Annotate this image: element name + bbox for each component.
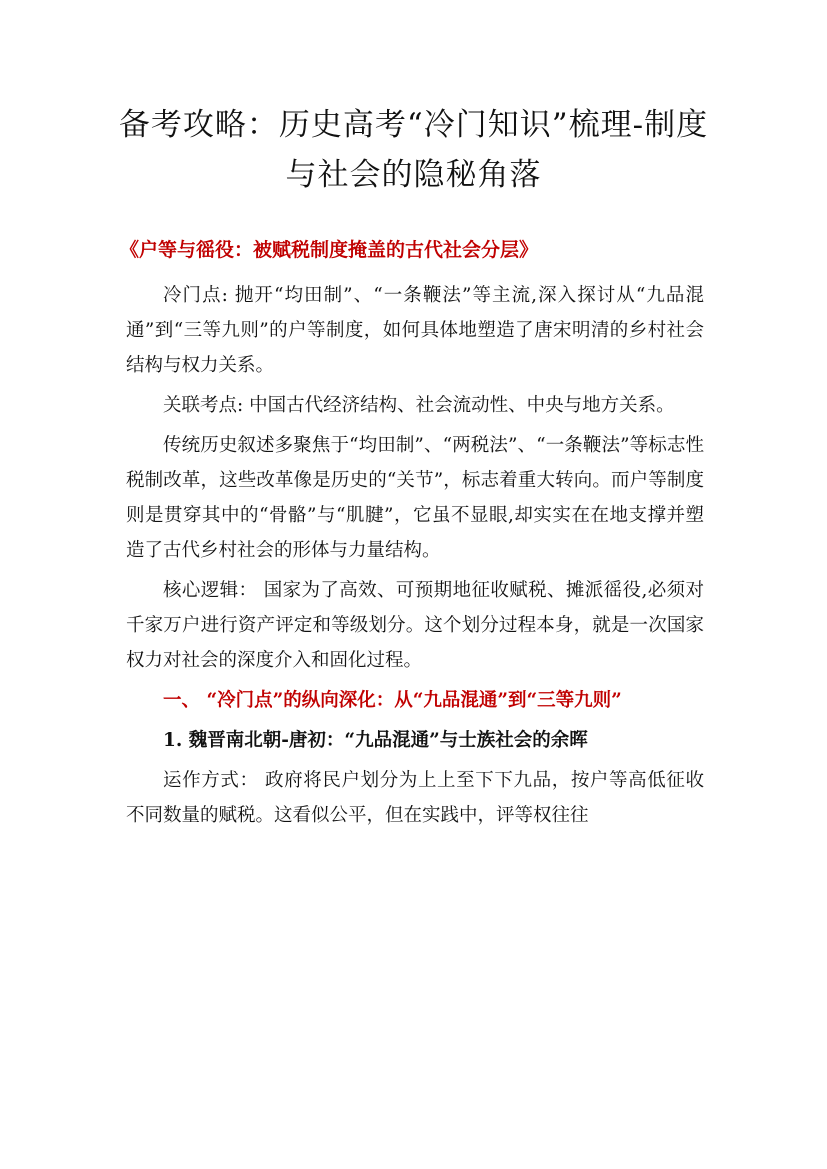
paragraph-core-logic <box>126 573 704 678</box>
related-points-label: 关联考点: <box>163 395 250 416</box>
operation-text: 政府将民户划分为上上至下下九品，按户等高低征收不同数量的赋税。这看似公平，但在实践中，评等权往往 <box>126 770 704 826</box>
core-logic-label: 核心逻辑： <box>163 580 258 601</box>
heading-level-1: 一、 “冷门点”的纵向深化：从“九品混通”到“三等九则” <box>163 690 622 711</box>
paragraph-related-points <box>126 388 704 423</box>
heading-level-2: 1. 魏晋南北朝-唐初：“九品混通”与士族社会的余晖 <box>163 730 588 751</box>
core-logic-text: 国家为了高效、可预期地征收赋税、摊派徭役,必须对千家万户进行资产评定和等级划分。这个划分过程本身，就是一次国家权力对社会的深度介入和固化过程。 <box>126 580 704 671</box>
document-body <box>126 278 704 838</box>
section-title: 《户等与徭役：被赋税制度掩盖的古代社会分层》 <box>120 239 539 261</box>
paragraph-cold-point <box>126 278 704 383</box>
paragraph-intro: 传统历史叙述多聚焦于“均田制”、“两税法”、“一条鞭法”等标志性税制改革，这些改革像是历史的“关节”，标志着重大转向。而户等制度则是贯穿其中的“骨骼”与“肌腱”，它虽不显眼,却实实在在地支撑并塑造了古代乡村社会的形体与力量结构。 <box>126 435 704 561</box>
page-title: 备考攻略：历史高考“冷门知识”梳理-制度与社会的隐秘角落 <box>118 107 709 193</box>
cold-point-text: 抛开“均田制”、“一条鞭法”等主流,深入探讨从“九品混通”到“三等九则”的户等制度，如何具体地塑造了唐宋明清的乡村社会结构与权力关系。 <box>126 285 704 376</box>
operation-label: 运作方式： <box>163 770 259 791</box>
paragraph-operation <box>126 763 704 833</box>
cold-point-label: 冷门点: <box>163 285 235 306</box>
related-points-text: 中国古代经济结构、社会流动性、中央与地方关系。 <box>249 395 675 416</box>
